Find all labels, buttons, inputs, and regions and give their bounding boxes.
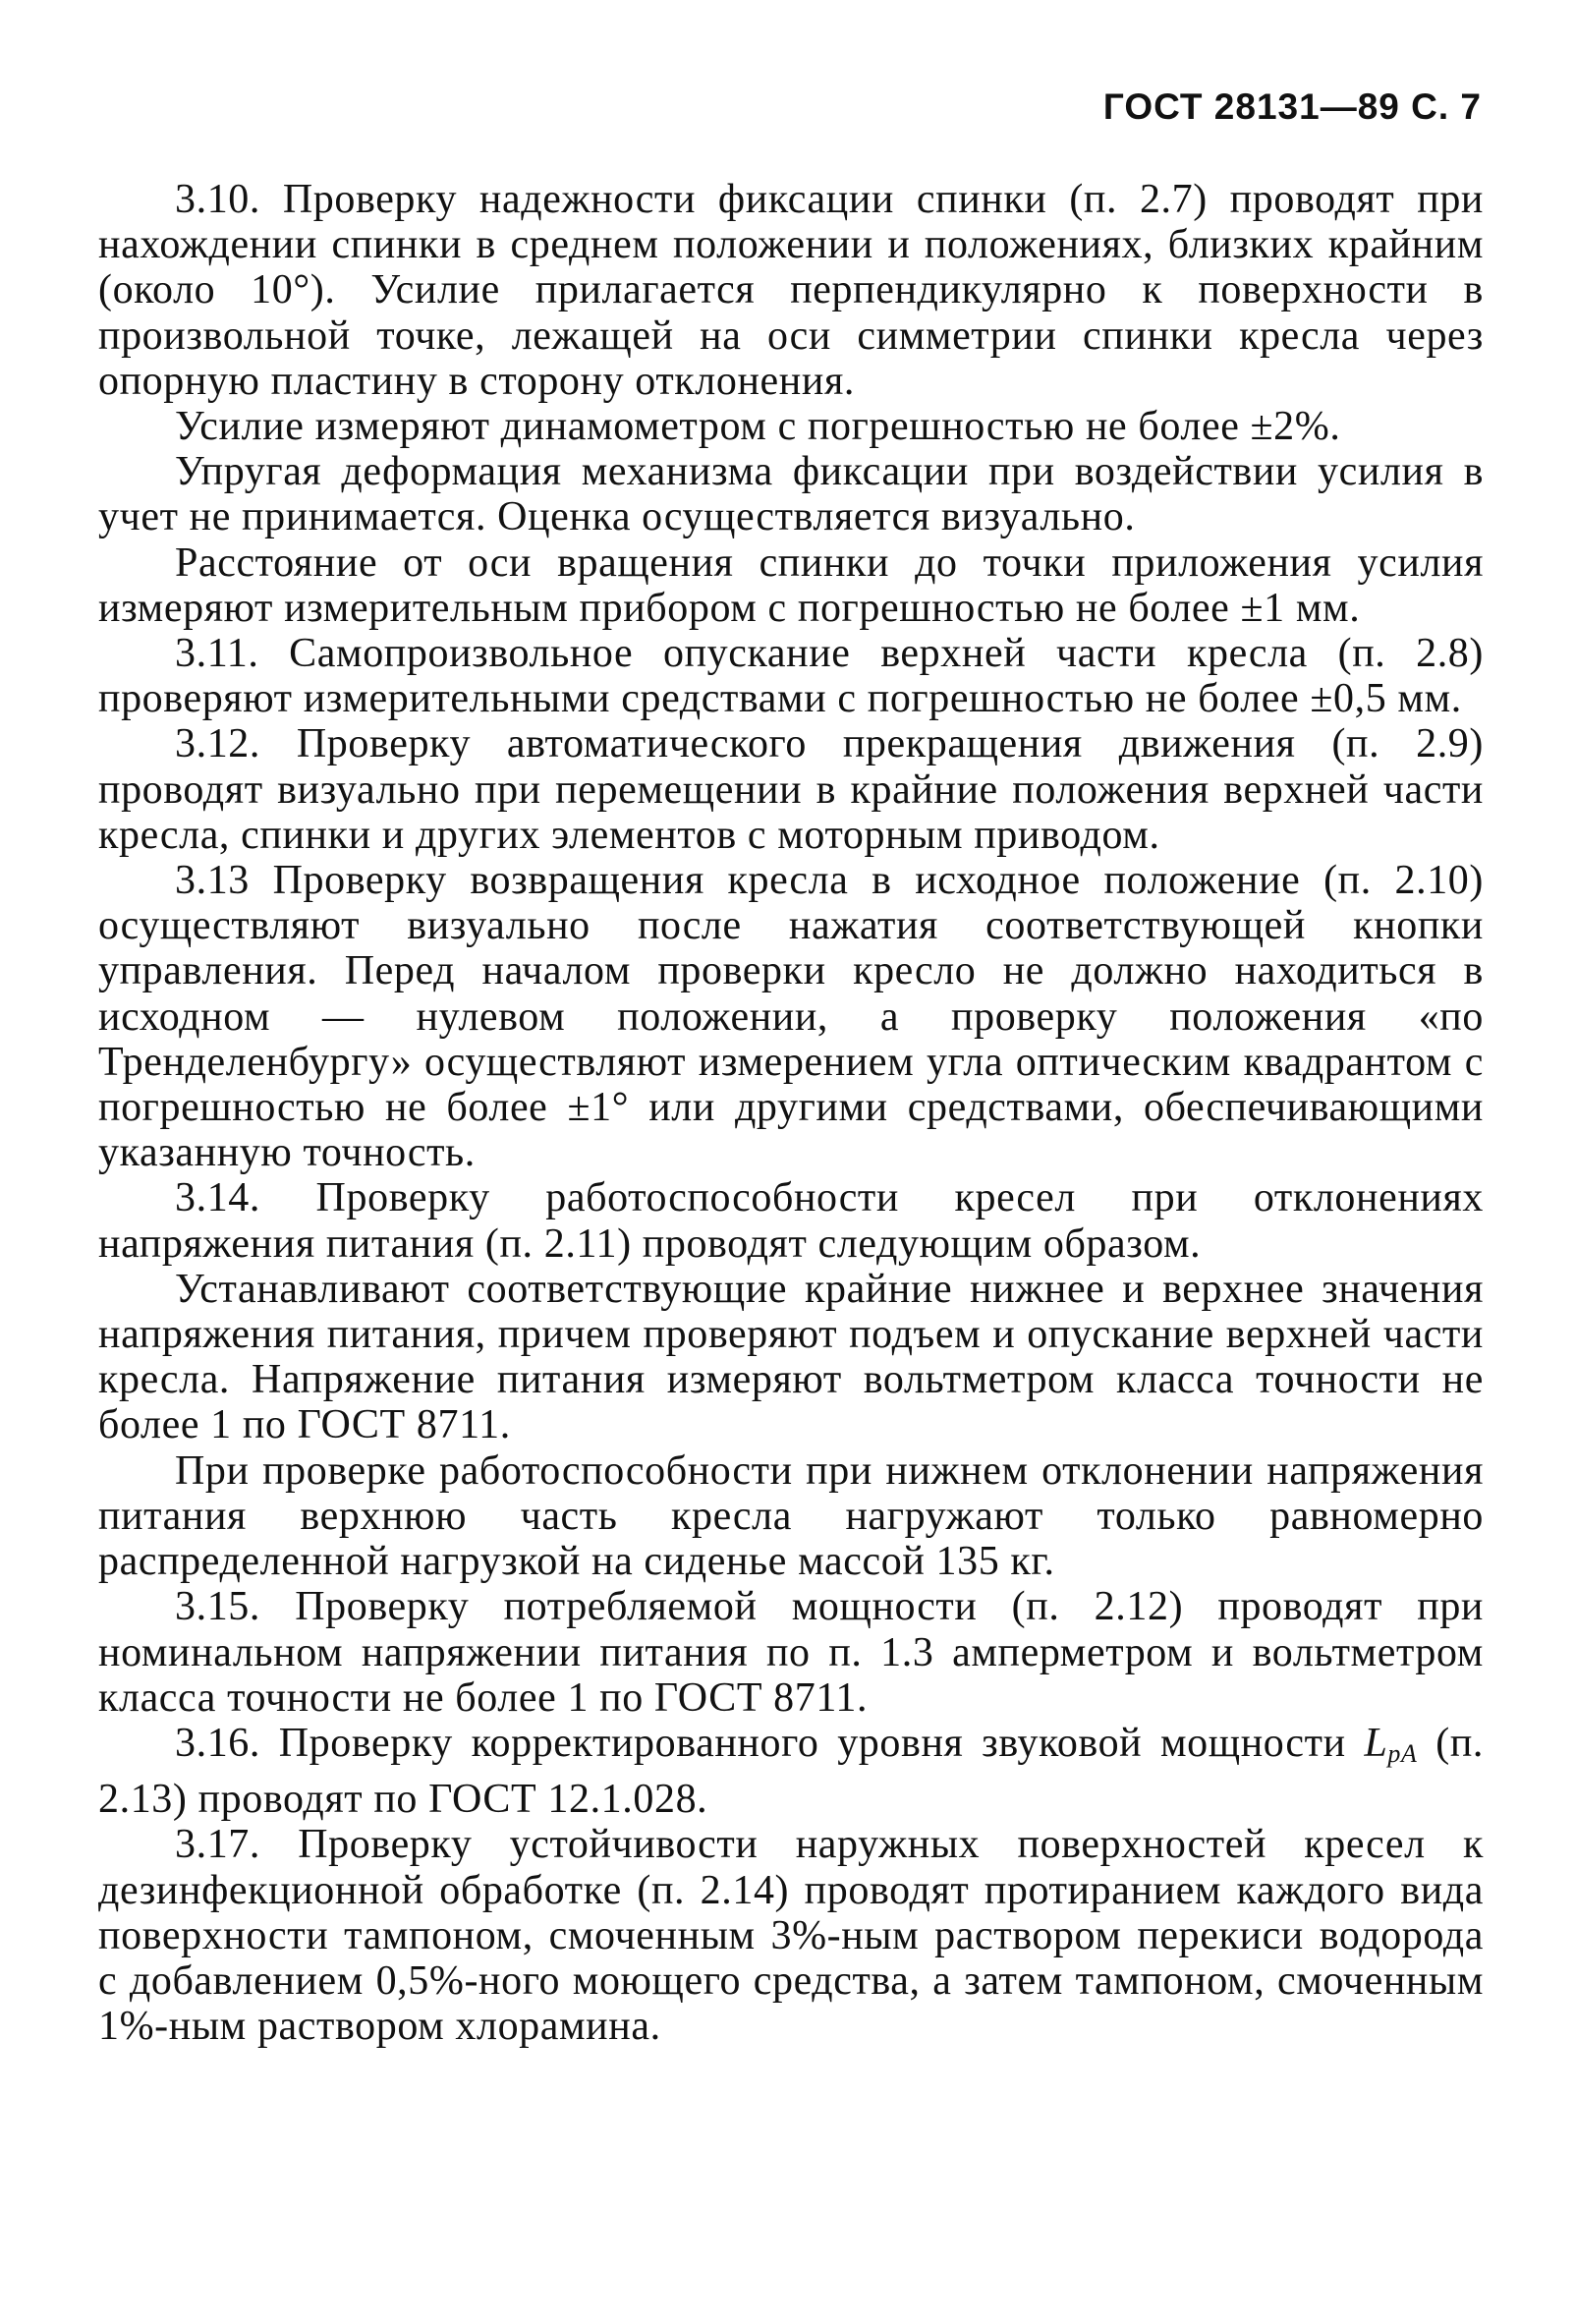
paragraph-distance-measure: Расстояние от оси вращения спинки до точки приложения усилия измеряют измерительным прибором с погрешностью не более ±1 мм. (98, 539, 1484, 631)
paragraph-force-measure: Усилие измеряют динамометром с погрешностью не более ±2%. (175, 404, 1341, 450)
paragraph-elastic-deformation: Упругая деформация механизма фиксации при воздействии усилия в учет не принимается. Оценка осуществляется визуально. (98, 449, 1484, 540)
paragraph-3-10: 3.10. Проверку надежности фиксации спинки (п. 2.7) проводят при нахождении спинки в среднем положении и положениях, близких крайним (около 10°). Усилие прилагается перпендикулярно к поверхности в произвольной точке, лежащей на оси симметрии спинки кресла через опорную пластину в сторону отклонения. (98, 177, 1484, 404)
paragraph-3-16 (98, 1721, 1484, 1822)
sound-power-subscript: pA (1387, 1738, 1418, 1768)
p16-tail: (п. 2.13) проводят по ГОСТ 12.1.028. (98, 1720, 1484, 1823)
paragraph-low-voltage-check: При проверке работоспособности при нижнем отклонении напряжения питания верхнюю часть кресла нагружают только равномерно распределенной нагрузкой на сиденье массой 135 кг. (98, 1447, 1484, 1585)
sound-power-symbol: L (1364, 1720, 1388, 1766)
p16-lead: 3.16. Проверку корректированного уровня звуковой мощности (175, 1720, 1365, 1766)
paragraph-3-17: 3.17. Проверку устойчивости наружных поверхностей кресел к дезинфекционной обработке (п. 2.14) проводят протиранием каждого вида поверхности тампоном, смоченным 3%-ным раствором перекиси водорода с добавлением 0,5%-ного моющего средства, а затем тампоном, смоченным 1%-ным раствором хлорамина. (98, 1822, 1484, 2050)
paragraph-3-11: 3.11. Самопроизвольное опускание верхней части кресла (п. 2.8) проверяют измерительными средствами с погрешностью не более ±0,5 мм. (98, 631, 1484, 722)
paragraph-3-14: 3.14. Проверку работоспособности кресел при отклонениях напряжения питания (п. 2.11) проводят следующим образом. (98, 1175, 1484, 1267)
paragraph-3-12: 3.12. Проверку автоматического прекращения движения (п. 2.9) проводят визуально при перемещении в крайние положения верхней части кресла, спинки и других элементов с моторным приводом. (98, 721, 1484, 858)
paragraph-voltage-setup: Устанавливают соответствующие крайние нижнее и верхнее значения напряжения питания, причем проверяют подъем и опускание верхней части кресла. Напряжение питания измеряют вольтметром класса точности не более 1 по ГОСТ 8711. (98, 1266, 1484, 1448)
paragraph-3-13: 3.13 Проверку возвращения кресла в исходное положение (п. 2.10) осуществляют визуально после нажатия соответствующей кнопки управления. Перед началом проверки кресло не должно находиться в исходном — нулевом положении, а проверку положения «по Тренделенбургу» осуществляют измерением угла оптическим квадрантом с погрешностью не более ±1° или другими средствами, обеспечивающими указанную точность. (98, 858, 1484, 1176)
paragraph-3-15: 3.15. Проверку потребляемой мощности (п. 2.12) проводят при номинальном напряжении питания по п. 1.3 амперметром и вольтметром класса точности не более 1 по ГОСТ 8711. (98, 1584, 1484, 1721)
page-header: ГОСТ 28131—89 С. 7 (1102, 86, 1482, 127)
document-body (98, 177, 1484, 2049)
